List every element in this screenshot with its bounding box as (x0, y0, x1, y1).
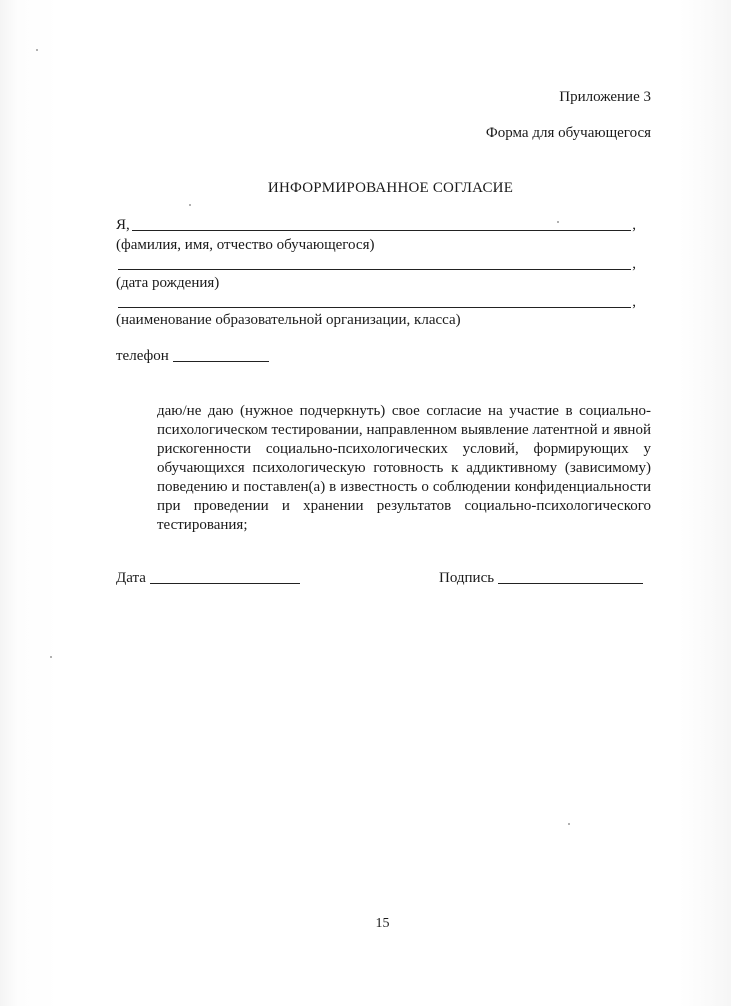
birthdate-field-caption: (дата рождения) (116, 275, 220, 291)
birthdate-field-row[interactable] (116, 255, 636, 273)
birthdate-field-line[interactable] (118, 255, 631, 270)
date-field-line[interactable] (150, 569, 300, 584)
scan-speck (568, 823, 570, 825)
appendix-label: Приложение 3 (559, 89, 651, 105)
date-label: Дата (116, 570, 146, 586)
signature-field-line[interactable] (498, 569, 643, 584)
organization-field-suffix: , (632, 294, 636, 310)
form-type-label: Форма для обучающегося (485, 125, 651, 141)
organization-field-caption: (наименование образовательной организации, класса) (116, 312, 461, 328)
name-field-line[interactable] (132, 216, 631, 231)
scan-speck (36, 49, 38, 51)
scan-speck (189, 204, 191, 206)
name-field-suffix: , (632, 217, 636, 233)
birthdate-field-suffix: , (632, 256, 636, 272)
consent-paragraph: даю/не даю (нужное подчеркнуть) свое согласие на участие в социально-психологическом тестировании, направленном выявление латентной и явной рискогенности социально-психологических условий, формирующих у обучающихся психологическую готовность к аддиктивному (зависимому) поведению и поставлен(а) в известность о соблюдении конфиденциальности при проведении и хранении результатов социально-психологического тестирования; (157, 403, 651, 533)
scan-speck (50, 656, 52, 658)
phone-field-row[interactable] (116, 347, 269, 365)
signature-field-row[interactable] (439, 569, 643, 587)
document-title: ИНФОРМИРОВАННОЕ СОГЛАСИЕ (267, 180, 514, 196)
phone-field-line[interactable] (173, 347, 269, 362)
name-field-prefix: Я, (116, 217, 130, 233)
scan-speck (557, 221, 559, 223)
name-field-row[interactable] (116, 216, 636, 234)
date-field-row[interactable] (116, 569, 300, 587)
organization-field-row[interactable] (116, 293, 636, 311)
phone-label: телефон (116, 348, 169, 364)
page-number: 15 (375, 916, 390, 931)
name-field-caption: (фамилия, имя, отчество обучающегося) (116, 237, 375, 253)
signature-label: Подпись (439, 570, 495, 586)
organization-field-line[interactable] (118, 293, 631, 308)
